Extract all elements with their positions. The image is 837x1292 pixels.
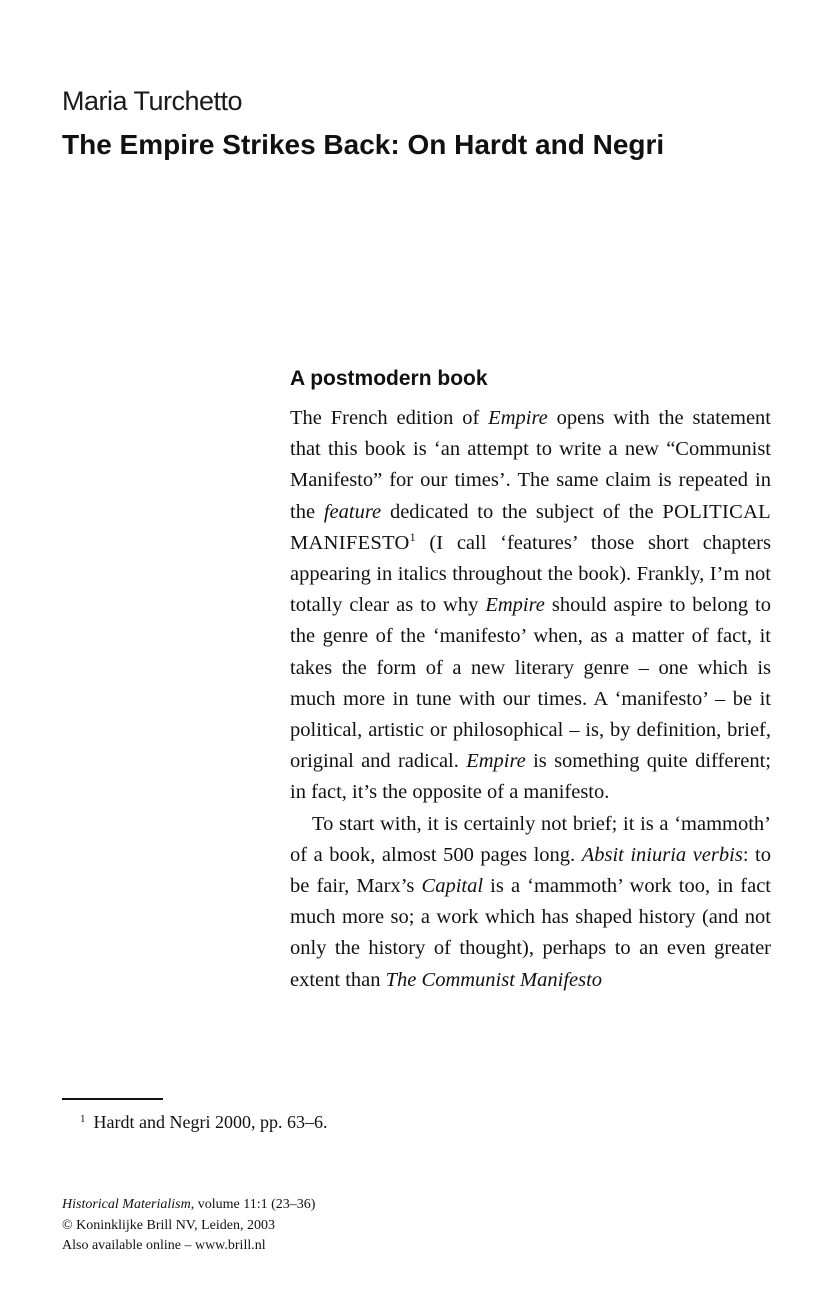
paragraph-1 [290, 403, 771, 809]
footnote-number: 1 [80, 1113, 86, 1125]
journal-info [62, 1195, 315, 1257]
latin-phrase-italic: Absit iniuria verbis [581, 843, 743, 866]
copyright-line: © Koninklijke Brill NV, Leiden, 2003 [62, 1217, 275, 1233]
journal-volume-line [62, 1195, 315, 1216]
feature-italic: feature [323, 500, 382, 523]
paragraph-1-text-2: opens with the statement that this book is ‘an attempt to write a new “Communist Manifesto” for our times’. The same claim is repeated in the [290, 407, 771, 523]
paragraph-1-text-4: (I call ‘features’ those short chapters appearing in italics throughout the book). Frankly, I’m not totally clear as to why [290, 531, 771, 617]
section-heading: A postmodern book [290, 367, 488, 390]
paragraph-1-text-5: should aspire to belong to the genre of the ‘manifesto’ when, as a matter of fact, it takes the form of a new literary genre – one which is much more in tune with our times. A ‘manifesto’ – be it political, artistic or philosophical – is, by definition, brief, original and radical. [290, 594, 771, 773]
footnote [80, 1110, 327, 1134]
communist-manifesto-title-italic: The Communist Manifesto [385, 968, 603, 991]
article-body [290, 403, 771, 996]
online-availability-line: Also available online – www.brill.nl [62, 1238, 266, 1253]
empire-title-italic: Empire [488, 407, 548, 429]
paragraph-1-text-6: is something quite different; in fact, it’s the opposite of a manifesto. [290, 750, 771, 804]
paragraph-2-text-2: : to be fair, Marx’s [290, 843, 771, 898]
article-title: The Empire Strikes Back: On Hardt and Negri [62, 129, 665, 160]
paragraph-2 [290, 809, 771, 996]
footnote-divider [62, 1098, 163, 1100]
paragraph-1-text-1: The French edition of [290, 407, 489, 429]
footnote-text: Hardt and Negri 2000, pp. 63–6. [93, 1112, 328, 1132]
author-name: Maria Turchetto [62, 86, 243, 116]
empire-title-italic: Empire [485, 594, 545, 617]
paragraph-1-text-3: dedicated to the subject of the [381, 500, 663, 523]
paragraph-2-text-3: is a ‘mammoth’ work too, in fact much more so; a work which has shaped history (and not only the history of thought), perhaps to an even greater extent than [290, 875, 771, 991]
journal-name: Historical Materialism [62, 1197, 191, 1212]
journal-volume: , volume 11:1 (23–36) [190, 1197, 316, 1212]
paragraph-2-text-1: To start with, it is certainly not brief; it is a ‘mammoth’ of a book, almost 500 pages long. [290, 812, 771, 866]
political-manifesto-caps: POLITICAL MANIFESTO [290, 500, 772, 554]
footnote-reference[interactable]: 1 [409, 529, 416, 544]
empire-title-italic: Empire [466, 750, 526, 773]
capital-title-italic: Capital [421, 875, 484, 898]
